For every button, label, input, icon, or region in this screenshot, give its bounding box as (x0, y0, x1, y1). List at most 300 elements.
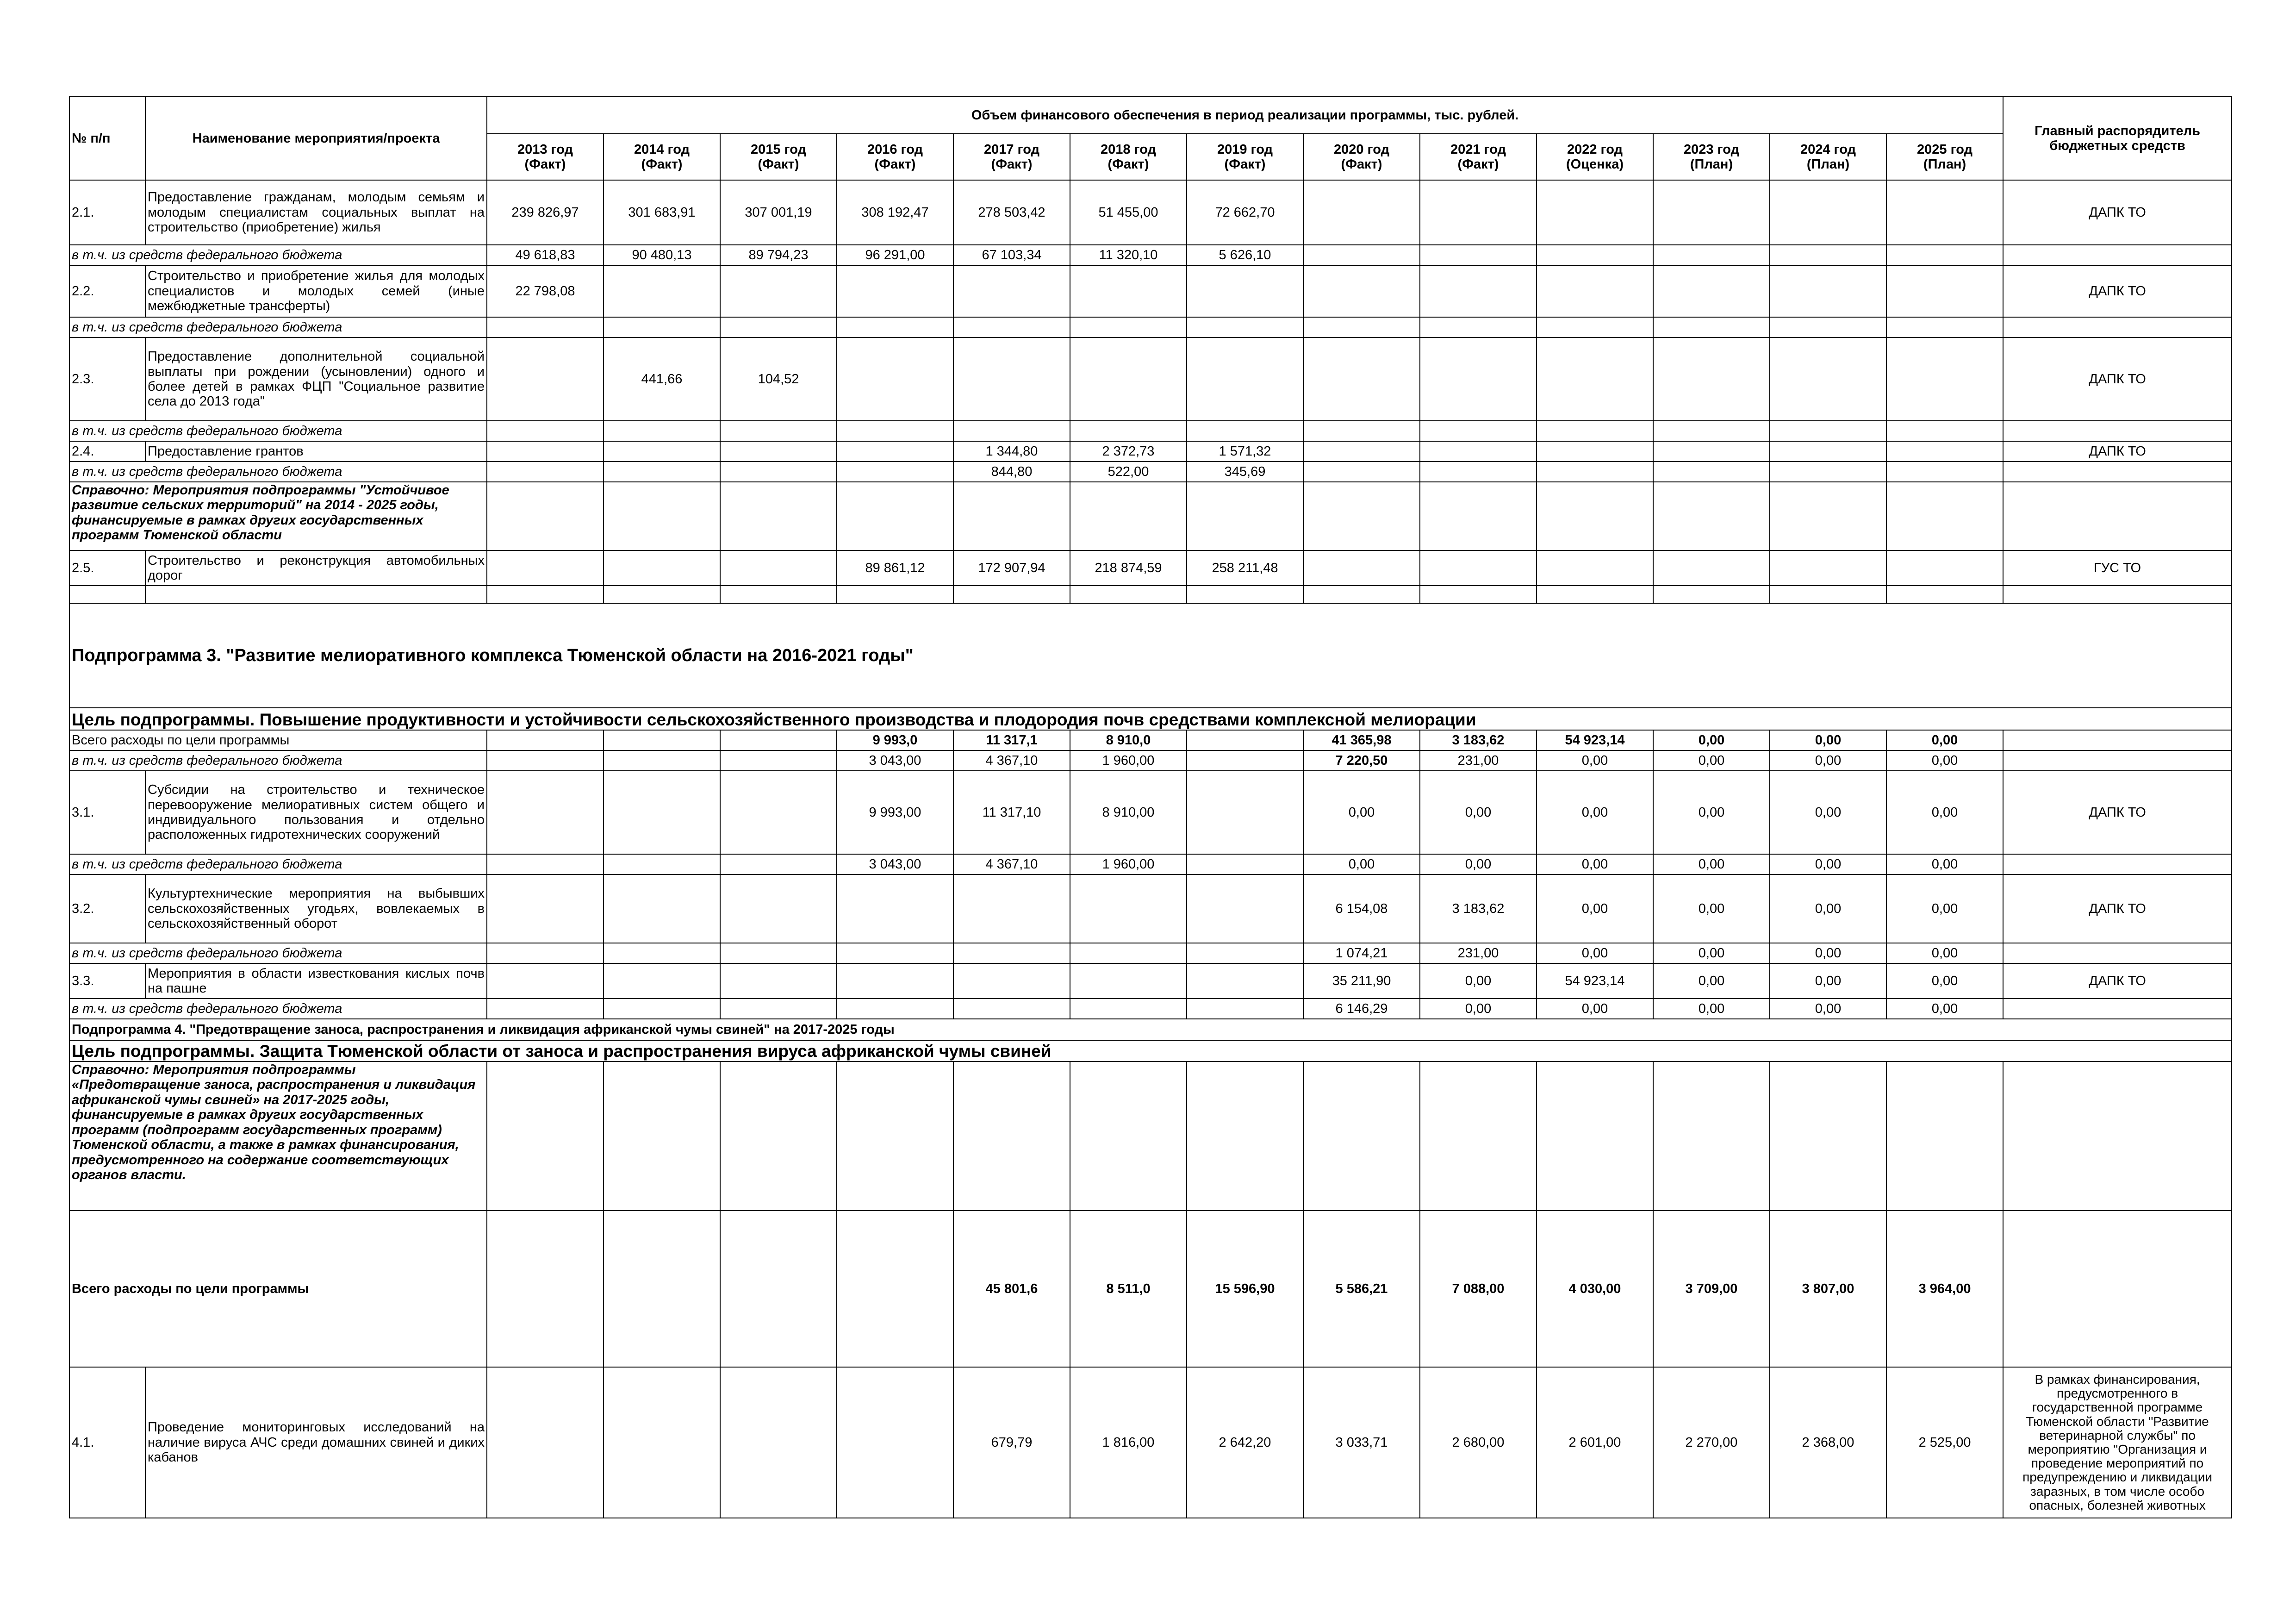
budget-manager: В рамках финансирования, предусмотренного в государственной программе Тюменской области "Развитие ветеринарной службы" по мероприятию "Организация и проведение мероприятий по предупреждению и ликвидации заразных, в том числе особо опасных, болезней животных (2003, 1367, 2232, 1518)
value-cell: 22 798,08 (487, 265, 604, 317)
table-row (69, 603, 2232, 708)
value-cell (1187, 482, 1303, 550)
header-year-type: (Факт) (874, 157, 916, 172)
subprogram-goal: Цель подпрограммы. Защита Тюменской области от заноса и распространения вируса африканской чумы свиней (69, 1040, 2232, 1062)
value-cell (1537, 586, 1653, 603)
value-cell: 0,00 (1770, 963, 1886, 999)
value-cell (1653, 180, 1770, 245)
value-cell (1886, 1062, 2003, 1211)
value-cell: 0,00 (1653, 730, 1770, 750)
table-row (69, 245, 2232, 265)
value-cell (1420, 482, 1537, 550)
value-cell (487, 730, 604, 750)
value-cell (953, 421, 1070, 441)
value-cell: 2 525,00 (1886, 1367, 2003, 1518)
value-cell: 4 367,10 (953, 854, 1070, 874)
value-cell (720, 265, 837, 317)
value-cell (720, 482, 837, 550)
header-year (1886, 134, 2003, 180)
budget-manager (2003, 421, 2232, 441)
value-cell: 231,00 (1420, 943, 1537, 963)
header-year (1070, 134, 1187, 180)
value-cell (1187, 421, 1303, 441)
value-cell (1070, 874, 1187, 943)
value-cell (604, 421, 720, 441)
header-year (953, 134, 1070, 180)
value-cell (1303, 550, 1420, 586)
value-cell: 239 826,97 (487, 180, 604, 245)
value-cell (1303, 482, 1420, 550)
value-cell (1420, 441, 1537, 462)
header-year-type: (Факт) (1457, 157, 1499, 172)
value-cell (1420, 550, 1537, 586)
value-cell (1303, 265, 1420, 317)
value-cell: 3 807,00 (1770, 1211, 1886, 1367)
value-cell (487, 586, 604, 603)
value-cell (953, 963, 1070, 999)
value-cell: 0,00 (1420, 854, 1537, 874)
value-cell (1187, 874, 1303, 943)
budget-manager: ДАПК ТО (2003, 963, 2232, 999)
value-cell: 4 367,10 (953, 750, 1070, 771)
value-cell (1187, 586, 1303, 603)
value-cell (1070, 317, 1187, 337)
table-row (69, 943, 2232, 963)
budget-manager: ДАПК ТО (2003, 441, 2232, 462)
value-cell (720, 1367, 837, 1518)
value-cell (720, 421, 837, 441)
table-row (69, 1367, 2232, 1518)
value-cell (720, 943, 837, 963)
value-cell (1187, 1062, 1303, 1211)
value-cell (837, 441, 953, 462)
value-cell (1653, 586, 1770, 603)
value-cell: 1 960,00 (1070, 854, 1187, 874)
value-cell (1187, 265, 1303, 317)
budget-manager: ДАПК ТО (2003, 337, 2232, 421)
budget-manager (2003, 730, 2232, 750)
federal-budget-label: в т.ч. из средств федерального бюджета (69, 462, 487, 482)
activity-name: Предоставление гражданам, молодым семьям и молодым специалистам социальных выплат на строительство (приобретение) жилья (145, 180, 487, 245)
value-cell: 0,00 (1420, 771, 1537, 854)
subprogram-title: Подпрограмма 3. "Развитие мелиоративного комплекса Тюменской области на 2016-2021 годы" (69, 603, 2232, 708)
value-cell (1303, 586, 1420, 603)
value-cell (1303, 1062, 1420, 1211)
header-year-label: 2017 год (983, 142, 1039, 157)
value-cell (1886, 337, 2003, 421)
value-cell (720, 730, 837, 750)
value-cell: 11 317,10 (953, 771, 1070, 854)
value-cell: 441,66 (604, 337, 720, 421)
value-cell (487, 963, 604, 999)
value-cell: 0,00 (1420, 999, 1537, 1019)
table-row (69, 265, 2232, 317)
value-cell (1537, 550, 1653, 586)
value-cell (1886, 180, 2003, 245)
header-year-label: 2016 год (867, 142, 923, 157)
value-cell (604, 874, 720, 943)
value-cell: 258 211,48 (1187, 550, 1303, 586)
value-cell: 15 596,90 (1187, 1211, 1303, 1367)
budget-manager: ДАПК ТО (2003, 180, 2232, 245)
value-cell (1070, 943, 1187, 963)
header-number: № п/п (69, 97, 145, 180)
header-year-type: (План) (1690, 157, 1733, 172)
value-cell (604, 771, 720, 854)
activity-name: Строительство и реконструкция автомобильных дорог (145, 550, 487, 586)
value-cell: 0,00 (1653, 854, 1770, 874)
value-cell (1770, 441, 1886, 462)
value-cell: 3 033,71 (1303, 1367, 1420, 1518)
value-cell (953, 943, 1070, 963)
table-row (69, 771, 2232, 854)
value-cell (837, 1211, 953, 1367)
table-row (69, 730, 2232, 750)
value-cell (837, 1367, 953, 1518)
value-cell: 0,00 (1770, 854, 1886, 874)
budget-manager (2003, 999, 2232, 1019)
header-year-label: 2021 год (1450, 142, 1506, 157)
federal-budget-label: в т.ч. из средств федерального бюджета (69, 999, 487, 1019)
value-cell (1420, 337, 1537, 421)
value-cell: 0,00 (1653, 943, 1770, 963)
value-cell (720, 771, 837, 854)
subprogram-title: Подпрограмма 4. "Предотвращение заноса, распространения и ликвидация африканской чумы свиней" на 2017-2025 годы (69, 1019, 2232, 1040)
header-year-label: 2015 год (750, 142, 806, 157)
activity-name: Предоставление дополнительной социальной выплаты при рождении (усыновлении) одного и более детей в рамках ФЦП "Социальное развитие села до 2013 года" (145, 337, 487, 421)
value-cell (487, 421, 604, 441)
header-year-label: 2018 год (1100, 142, 1156, 157)
value-cell: 5 626,10 (1187, 245, 1303, 265)
value-cell: 0,00 (1886, 999, 2003, 1019)
value-cell: 0,00 (1770, 750, 1886, 771)
value-cell (604, 317, 720, 337)
budget-manager: ДАПК ТО (2003, 874, 2232, 943)
budget-manager (2003, 943, 2232, 963)
value-cell (953, 317, 1070, 337)
value-cell (1886, 586, 2003, 603)
value-cell: 5 586,21 (1303, 1211, 1420, 1367)
header-year-type: (Факт) (991, 157, 1033, 172)
federal-budget-label: в т.ч. из средств федерального бюджета (69, 421, 487, 441)
table-row (69, 462, 2232, 482)
value-cell (1770, 462, 1886, 482)
reference-note: Справочно: Мероприятия подпрограммы "Устойчивое развитие сельских территорий" на 2014 - 2025 годы, финансируемые в рамках других государственных программ Тюменской области (69, 482, 487, 550)
table-row (69, 854, 2232, 874)
value-cell: 2 601,00 (1537, 1367, 1653, 1518)
value-cell: 278 503,42 (953, 180, 1070, 245)
header-year (604, 134, 720, 180)
value-cell: 0,00 (1303, 771, 1420, 854)
value-cell: 301 683,91 (604, 180, 720, 245)
value-cell (1537, 421, 1653, 441)
value-cell (1770, 1062, 1886, 1211)
federal-budget-label: в т.ч. из средств федерального бюджета (69, 943, 487, 963)
budget-manager (2003, 1062, 2232, 1211)
value-cell: 0,00 (1537, 943, 1653, 963)
header-year-type: (Факт) (1108, 157, 1149, 172)
value-cell (1070, 421, 1187, 441)
value-cell (487, 771, 604, 854)
value-cell (1537, 337, 1653, 421)
value-cell: 0,00 (1303, 854, 1420, 874)
table-row (69, 1062, 2232, 1211)
value-cell (604, 1211, 720, 1367)
value-cell (1886, 482, 2003, 550)
value-cell (953, 586, 1070, 603)
value-cell (487, 943, 604, 963)
value-cell (1770, 482, 1886, 550)
value-cell: 0,00 (1770, 874, 1886, 943)
value-cell (1070, 337, 1187, 421)
value-cell (1420, 317, 1537, 337)
value-cell (487, 1062, 604, 1211)
value-cell (487, 462, 604, 482)
value-cell (604, 730, 720, 750)
table-row (69, 1019, 2232, 1040)
value-cell: 89 794,23 (720, 245, 837, 265)
value-cell (1653, 462, 1770, 482)
table-row (69, 550, 2232, 586)
budget-manager (2003, 750, 2232, 771)
value-cell (720, 750, 837, 771)
value-cell (1420, 421, 1537, 441)
header-row-top (69, 97, 2232, 134)
value-cell (1653, 421, 1770, 441)
value-cell: 3 183,62 (1420, 874, 1537, 943)
value-cell (1770, 265, 1886, 317)
value-cell (953, 874, 1070, 943)
value-cell: 522,00 (1070, 462, 1187, 482)
row-number: 2.4. (69, 441, 145, 462)
subprogram-goal: Цель подпрограммы. Повышение продуктивности и устойчивости сельскохозяйственного производства и плодородия почв средствами комплексной мелиорации (69, 708, 2232, 730)
value-cell: 72 662,70 (1187, 180, 1303, 245)
value-cell: 11 320,10 (1070, 245, 1187, 265)
value-cell (1537, 1062, 1653, 1211)
budget-manager (2003, 482, 2232, 550)
header-year-label: 2013 год (517, 142, 573, 157)
value-cell: 7 088,00 (1420, 1211, 1537, 1367)
header-year-type: (Оценка) (1566, 157, 1624, 172)
value-cell (837, 963, 953, 999)
value-cell (1653, 1062, 1770, 1211)
header-year-label: 2024 год (1800, 142, 1856, 157)
value-cell (1070, 482, 1187, 550)
value-cell (604, 750, 720, 771)
value-cell: 307 001,19 (720, 180, 837, 245)
budget-manager (2003, 317, 2232, 337)
value-cell (604, 586, 720, 603)
value-cell: 0,00 (1653, 750, 1770, 771)
value-cell (1187, 337, 1303, 421)
row-number: 2.2. (69, 265, 145, 317)
value-cell (1770, 337, 1886, 421)
value-cell (1303, 421, 1420, 441)
value-cell: 6 154,08 (1303, 874, 1420, 943)
table-row (69, 1211, 2232, 1367)
value-cell (1303, 441, 1420, 462)
row-number: 2.3. (69, 337, 145, 421)
value-cell: 0,00 (1770, 999, 1886, 1019)
value-cell (1420, 245, 1537, 265)
value-cell: 345,69 (1187, 462, 1303, 482)
value-cell (837, 482, 953, 550)
value-cell (1303, 180, 1420, 245)
value-cell (837, 874, 953, 943)
value-cell (1770, 586, 1886, 603)
value-cell (1070, 963, 1187, 999)
value-cell: 844,80 (953, 462, 1070, 482)
row-number: 4.1. (69, 1367, 145, 1518)
value-cell (1537, 317, 1653, 337)
value-cell (1886, 245, 2003, 265)
budget-manager (2003, 462, 2232, 482)
header-year-type: (Факт) (524, 157, 566, 172)
value-cell (837, 586, 953, 603)
value-cell (1653, 482, 1770, 550)
table-row (69, 1040, 2232, 1062)
activity-name: Строительство и приобретение жилья для молодых специалистов и молодых семей (иные межбюджетные трансферты) (145, 265, 487, 317)
value-cell (720, 317, 837, 337)
value-cell (837, 317, 953, 337)
value-cell: 1 960,00 (1070, 750, 1187, 771)
value-cell (1303, 245, 1420, 265)
header-year (1653, 134, 1770, 180)
value-cell (1303, 462, 1420, 482)
value-cell: 8 910,00 (1070, 771, 1187, 854)
value-cell (1187, 963, 1303, 999)
value-cell (1420, 265, 1537, 317)
header-year-type: (План) (1806, 157, 1850, 172)
value-cell (720, 874, 837, 943)
value-cell (1653, 317, 1770, 337)
header-year-type: (Факт) (641, 157, 683, 172)
empty-cell (69, 586, 145, 603)
value-cell (1070, 586, 1187, 603)
value-cell (720, 854, 837, 874)
value-cell (1886, 421, 2003, 441)
value-cell: 0,00 (1886, 854, 2003, 874)
value-cell: 3 183,62 (1420, 730, 1537, 750)
value-cell (720, 441, 837, 462)
federal-budget-label: в т.ч. из средств федерального бюджета (69, 750, 487, 771)
activity-name: Культуртехнические мероприятия на выбывших сельскохозяйственных угодьях, вовлекаемых в сельскохозяйственный оборот (145, 874, 487, 943)
financing-table (69, 96, 2232, 1518)
budget-manager: ДАПК ТО (2003, 265, 2232, 317)
value-cell: 104,52 (720, 337, 837, 421)
value-cell: 2 642,20 (1187, 1367, 1303, 1518)
row-number: 3.1. (69, 771, 145, 854)
value-cell (1187, 854, 1303, 874)
value-cell (720, 963, 837, 999)
value-cell: 0,00 (1886, 963, 2003, 999)
value-cell: 49 618,83 (487, 245, 604, 265)
value-cell: 9 993,00 (837, 771, 953, 854)
header-year-type: (Факт) (758, 157, 799, 172)
header-year-label: 2014 год (634, 142, 690, 157)
value-cell (837, 421, 953, 441)
value-cell (487, 874, 604, 943)
value-cell (604, 999, 720, 1019)
value-cell: 0,00 (1886, 874, 2003, 943)
row-number: 3.3. (69, 963, 145, 999)
value-cell (1420, 462, 1537, 482)
header-year-type: (Факт) (1224, 157, 1266, 172)
value-cell: 0,00 (1537, 999, 1653, 1019)
value-cell (487, 482, 604, 550)
value-cell: 51 455,00 (1070, 180, 1187, 245)
row-number: 3.2. (69, 874, 145, 943)
activity-name: Мероприятия в области известкования кислых почв на пашне (145, 963, 487, 999)
value-cell (1770, 245, 1886, 265)
budget-manager (2003, 854, 2232, 874)
value-cell: 1 344,80 (953, 441, 1070, 462)
value-cell (720, 462, 837, 482)
value-cell: 218 874,59 (1070, 550, 1187, 586)
value-cell (1537, 265, 1653, 317)
header-year-label: 2022 год (1567, 142, 1623, 157)
header-year-label: 2023 год (1683, 142, 1739, 157)
value-cell: 8 910,0 (1070, 730, 1187, 750)
federal-budget-label: в т.ч. из средств федерального бюджета (69, 245, 487, 265)
table-row (69, 586, 2232, 603)
value-cell (1537, 441, 1653, 462)
value-cell: 7 220,50 (1303, 750, 1420, 771)
value-cell (1070, 1062, 1187, 1211)
value-cell (953, 999, 1070, 1019)
value-cell: 0,00 (1537, 750, 1653, 771)
header-year-type: (Факт) (1341, 157, 1382, 172)
value-cell (837, 462, 953, 482)
value-cell (1653, 337, 1770, 421)
budget-manager (2003, 1211, 2232, 1367)
value-cell: 54 923,14 (1537, 730, 1653, 750)
value-cell (953, 1062, 1070, 1211)
value-cell (1187, 943, 1303, 963)
value-cell: 0,00 (1653, 771, 1770, 854)
empty-cell (145, 586, 487, 603)
value-cell: 0,00 (1653, 999, 1770, 1019)
header-year (1187, 134, 1303, 180)
row-number: 2.5. (69, 550, 145, 586)
value-cell: 0,00 (1537, 854, 1653, 874)
reference-note: Справочно: Мероприятия подпрограммы «Предотвращение заноса, распространения и ликвидация африканской чумы свиней» на 2017-2025 годы, финансируемые в рамках других государственных программ (подпрограмм государственных программ) Тюменской области, а также в рамках финансирования, предусмотренного на содержание соответствующих органов власти. (69, 1062, 487, 1211)
budget-manager (2003, 586, 2232, 603)
value-cell (1187, 317, 1303, 337)
value-cell (1653, 245, 1770, 265)
value-cell (604, 482, 720, 550)
table-row (69, 999, 2232, 1019)
value-cell (1303, 337, 1420, 421)
value-cell: 45 801,6 (953, 1211, 1070, 1367)
value-cell (487, 750, 604, 771)
value-cell: 0,00 (1653, 874, 1770, 943)
header-year (837, 134, 953, 180)
value-cell (720, 1211, 837, 1367)
value-cell (1420, 1062, 1537, 1211)
value-cell (720, 586, 837, 603)
value-cell: 0,00 (1537, 874, 1653, 943)
header-year (487, 134, 604, 180)
value-cell: 6 146,29 (1303, 999, 1420, 1019)
table-row (69, 421, 2232, 441)
value-cell (720, 550, 837, 586)
total-expenses-label: Всего расходы по цели программы (69, 1211, 487, 1367)
header-year (1303, 134, 1420, 180)
value-cell (1653, 441, 1770, 462)
value-cell (604, 462, 720, 482)
value-cell (837, 943, 953, 963)
